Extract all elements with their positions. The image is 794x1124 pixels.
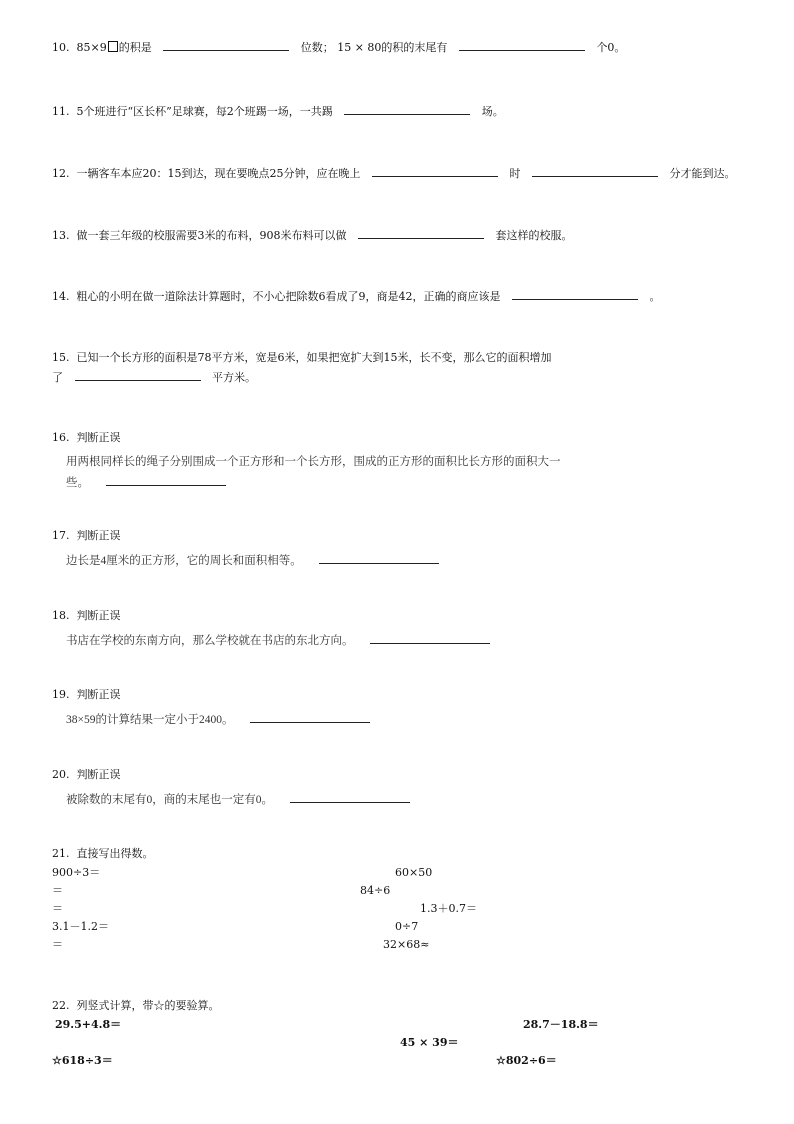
question-text: 。 xyxy=(649,290,661,303)
question-18-header xyxy=(52,609,121,623)
question-text: 平方米。 xyxy=(212,371,256,384)
question-17-statement xyxy=(66,553,439,568)
question-text: 套这样的校服。 xyxy=(495,229,573,242)
question-13 xyxy=(52,228,573,243)
question-text: 个0。 xyxy=(596,41,626,54)
calc-item: 0÷7 xyxy=(395,920,419,933)
calc-item: ＝ xyxy=(52,902,63,915)
question-text: 粗心的小明在做一道除法计算题时，不小心把除数6看成了9，商是42，正确的商应该是 xyxy=(76,290,501,303)
question-15-line2 xyxy=(52,370,256,385)
answer-blank[interactable] xyxy=(250,712,370,723)
question-21-header xyxy=(52,847,154,861)
question-number: 20. xyxy=(52,768,70,781)
answer-blank[interactable] xyxy=(75,370,201,381)
answer-blank[interactable] xyxy=(532,166,658,177)
question-17-header xyxy=(52,529,121,543)
question-text: 时 xyxy=(509,167,521,180)
calc-item: 1.3＋0.7＝ xyxy=(420,902,477,915)
question-18-statement xyxy=(66,633,490,648)
calc-item: 29.5+4.8＝ xyxy=(55,1018,122,1031)
calc-item: ＝ xyxy=(52,938,63,951)
question-20-header xyxy=(52,768,121,782)
question-title: 判断正误 xyxy=(76,529,121,542)
question-20-statement xyxy=(66,792,410,807)
answer-blank[interactable] xyxy=(290,792,410,803)
question-number: 13. xyxy=(52,229,70,242)
question-number: 18. xyxy=(52,609,70,622)
answer-blank[interactable] xyxy=(163,40,289,51)
statement-text: 用两根同样长的绳子分别围成一个正方形和一个长方形，围成的正方形的面积比长方形的面积大一 xyxy=(66,456,561,468)
answer-blank[interactable] xyxy=(512,289,638,300)
calc-item: 28.7－18.8＝ xyxy=(523,1018,599,1031)
calc-item: 60×50 xyxy=(395,866,433,879)
answer-blank[interactable] xyxy=(319,553,439,564)
question-11 xyxy=(52,104,504,119)
question-text: 5个班进行“区长杯”足球赛，每2个班踢一场，一共踢 xyxy=(76,105,333,118)
question-text: 了 xyxy=(52,371,63,384)
answer-blank[interactable] xyxy=(459,40,585,51)
calc-item: ☆618÷3＝ xyxy=(52,1054,113,1067)
expression: 85×9 xyxy=(76,41,107,54)
question-19-statement xyxy=(66,712,370,727)
question-16-statement-line2 xyxy=(66,475,226,490)
answer-blank[interactable] xyxy=(358,228,484,239)
calc-item: ☆802÷6＝ xyxy=(496,1054,557,1067)
question-15 xyxy=(52,351,552,365)
question-14 xyxy=(52,289,661,304)
answer-blank[interactable] xyxy=(106,475,226,486)
calc-item: 900÷3＝ xyxy=(52,866,101,879)
question-10 xyxy=(52,40,625,55)
statement-text: 些。 xyxy=(66,477,89,489)
question-title: 判断正误 xyxy=(76,609,121,622)
question-22-header xyxy=(52,999,220,1013)
statement-text: 边长是4厘米的正方形，它的周长和面积相等。 xyxy=(66,555,302,567)
calc-item: ＝ xyxy=(52,884,63,897)
question-text: 位数； xyxy=(300,41,334,54)
question-title: 直接写出得数。 xyxy=(76,847,154,860)
answer-blank[interactable] xyxy=(344,104,470,115)
question-title: 列竖式计算，带☆的要验算。 xyxy=(76,999,220,1012)
calc-item: 45 × 39＝ xyxy=(400,1036,459,1049)
question-number: 10. xyxy=(52,41,70,54)
question-number: 16. xyxy=(52,431,70,444)
question-text: 一辆客车本应20：15到达，现在要晚点25分钟，应在晚上 xyxy=(76,167,361,180)
question-number: 15. xyxy=(52,351,70,364)
question-number: 21. xyxy=(52,847,70,860)
question-title: 判断正误 xyxy=(76,768,121,781)
statement-text: 38×59的计算结果一定小于2400。 xyxy=(66,714,234,726)
question-text: 做一套三年级的校服需要3米的布料，908米布料可以做 xyxy=(76,229,347,242)
question-number: 22. xyxy=(52,999,70,1012)
statement-text: 被除数的末尾有0，商的末尾也一定有0。 xyxy=(66,794,273,806)
question-19-header xyxy=(52,688,121,702)
statement-text: 书店在学校的东南方向，那么学校就在书店的东北方向。 xyxy=(66,635,354,647)
calc-item: 84÷6 xyxy=(360,884,391,897)
question-number: 19. xyxy=(52,688,70,701)
answer-blank[interactable] xyxy=(370,633,490,644)
question-number: 12. xyxy=(52,167,70,180)
blank-box[interactable] xyxy=(108,41,118,52)
question-number: 17. xyxy=(52,529,70,542)
question-text: 场。 xyxy=(481,105,504,118)
question-text: 分才能到达。 xyxy=(669,167,736,180)
question-12 xyxy=(52,166,736,181)
calc-item: 3.1－1.2＝ xyxy=(52,920,109,933)
question-text: 已知一个长方形的面积是78平方米，宽是6米，如果把宽扩大到15米，长不变，那么它的面积增加 xyxy=(76,351,552,364)
question-title: 判断正误 xyxy=(76,688,121,701)
calc-item: 32×68≈ xyxy=(383,938,430,951)
question-text: 15 × 80的积的末尾有 xyxy=(337,41,448,54)
question-text: 的积是 xyxy=(118,41,152,54)
question-16-header xyxy=(52,431,121,445)
question-title: 判断正误 xyxy=(76,431,121,444)
question-number: 14. xyxy=(52,290,70,303)
answer-blank[interactable] xyxy=(372,166,498,177)
question-16-statement xyxy=(66,455,561,469)
question-number: 11. xyxy=(52,105,70,118)
